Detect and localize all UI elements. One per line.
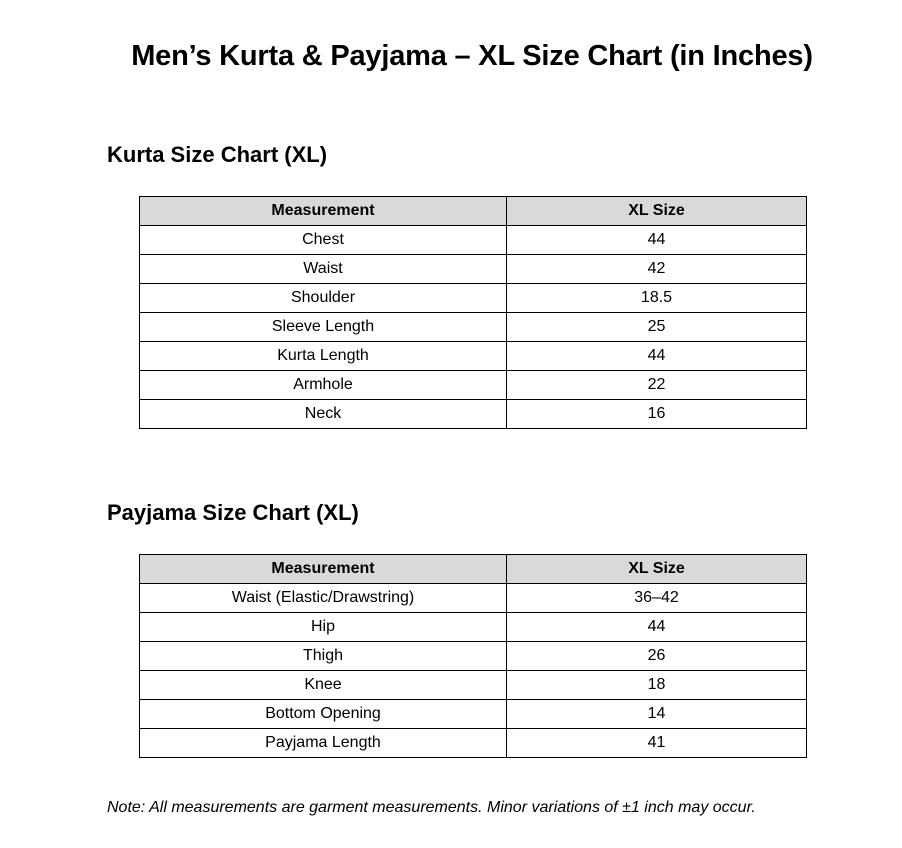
table-row (140, 642, 807, 671)
value-cell: 36–42 (507, 584, 807, 613)
column-header-xl-size: XL Size (507, 555, 807, 584)
column-header-xl-size: XL Size (507, 197, 807, 226)
measurement-cell: Knee (140, 671, 507, 700)
measurement-cell: Shoulder (140, 284, 507, 313)
value-cell: 26 (507, 642, 807, 671)
table-header-row (140, 555, 807, 584)
value-cell: 44 (507, 613, 807, 642)
table-header-row (140, 197, 807, 226)
value-cell: 22 (507, 371, 807, 400)
measurement-cell: Chest (140, 226, 507, 255)
value-cell: 18 (507, 671, 807, 700)
measurement-cell: Sleeve Length (140, 313, 507, 342)
value-cell: 16 (507, 400, 807, 429)
value-cell: 44 (507, 342, 807, 371)
payjama-section-heading: Payjama Size Chart (XL) (107, 500, 359, 525)
measurement-cell: Waist (140, 255, 507, 284)
table-row (140, 613, 807, 642)
measurement-cell: Kurta Length (140, 342, 507, 371)
table-row (140, 671, 807, 700)
value-cell: 44 (507, 226, 807, 255)
measurement-cell: Bottom Opening (140, 700, 507, 729)
value-cell: 25 (507, 313, 807, 342)
measurement-cell: Payjama Length (140, 729, 507, 758)
table-row (140, 400, 807, 429)
table-row (140, 371, 807, 400)
table-row (140, 255, 807, 284)
measurement-cell: Hip (140, 613, 507, 642)
table-row (140, 700, 807, 729)
kurta-size-table (139, 196, 807, 429)
payjama-size-table (139, 554, 807, 758)
table-row (140, 226, 807, 255)
value-cell: 18.5 (507, 284, 807, 313)
measurement-note: Note: All measurements are garment measurements. Minor variations of ±1 inch may occur. (107, 799, 756, 816)
page-title: Men’s Kurta & Payjama – XL Size Chart (in Inches) (131, 40, 813, 72)
kurta-section-heading: Kurta Size Chart (XL) (107, 142, 328, 167)
measurement-cell: Neck (140, 400, 507, 429)
table-row (140, 584, 807, 613)
column-header-measurement: Measurement (140, 197, 507, 226)
measurement-cell: Armhole (140, 371, 507, 400)
measurement-cell: Thigh (140, 642, 507, 671)
table-row (140, 342, 807, 371)
measurement-cell: Waist (Elastic/Drawstring) (140, 584, 507, 613)
table-row (140, 313, 807, 342)
table-row (140, 729, 807, 758)
value-cell: 42 (507, 255, 807, 284)
value-cell: 14 (507, 700, 807, 729)
value-cell: 41 (507, 729, 807, 758)
table-row (140, 284, 807, 313)
column-header-measurement: Measurement (140, 555, 507, 584)
